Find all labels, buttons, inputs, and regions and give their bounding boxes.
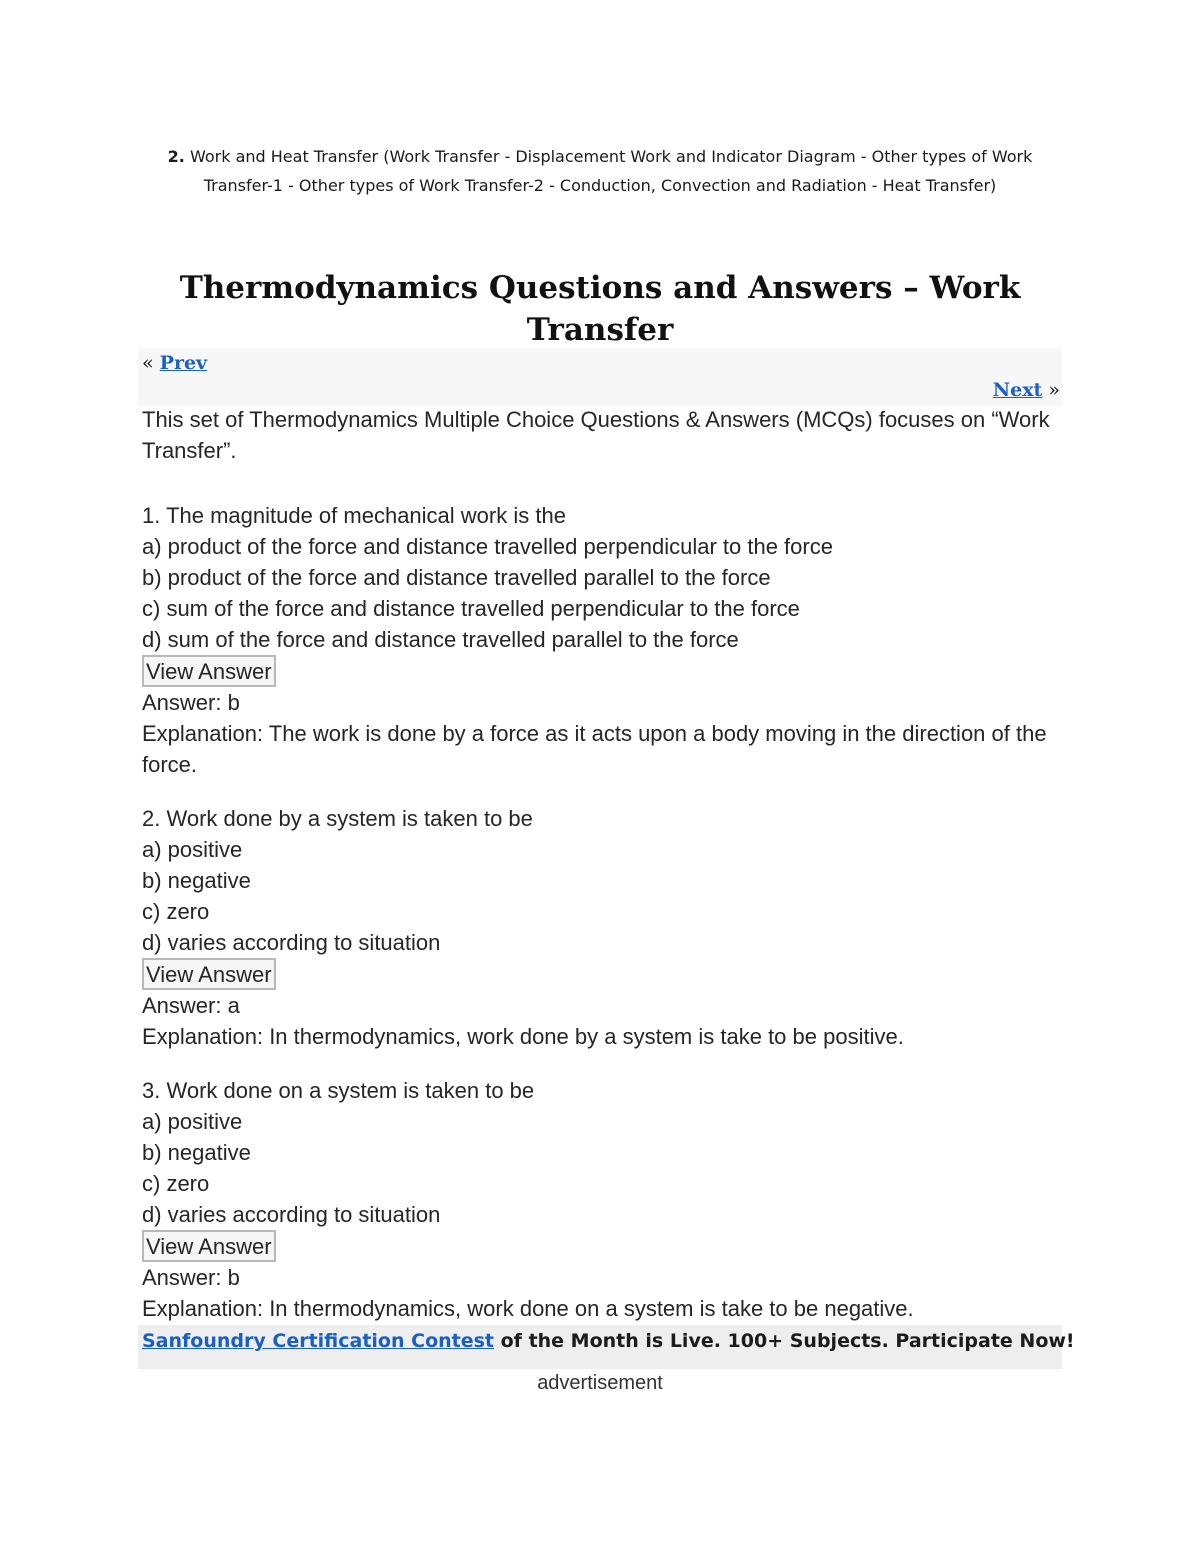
prev-link[interactable]: Prev [159,352,208,374]
option-a: a) positive [142,837,243,862]
promo-message: of the Month is Live. 100+ Subjects. Participate Now! [494,1330,1075,1352]
answer-text: Answer: a [142,993,240,1018]
promo-text [142,1326,1075,1356]
view-answer-button[interactable]: View Answer [142,1230,276,1262]
option-d: d) varies according to situation [142,930,441,955]
option-a: a) product of the force and distance travelled perpendicular to the force [142,534,833,559]
option-d: d) varies according to situation [142,1202,441,1227]
view-answer-button[interactable]: View Answer [142,655,276,687]
prev-nav [142,352,207,374]
next-arrow: » [1048,379,1060,401]
question-text: 2. Work done by a system is taken to be [142,806,533,831]
question-text: 1. The magnitude of mechanical work is the [142,503,566,528]
option-b: b) negative [142,868,251,893]
next-link[interactable]: Next [992,379,1043,401]
intro-paragraph: This set of Thermodynamics Multiple Choice Questions & Answers (MCQs) focuses on “Work Transfer”. [142,407,1050,463]
option-b: b) negative [142,1140,251,1165]
section-heading-text: Work and Heat Transfer (Work Transfer - Displacement Work and Indicator Diagram - Other types of Work Transfer-1 - Other types of Work Transfer-2 - Conduction, Convection and Radiation - Heat Transfer) [189,147,1033,195]
option-a: a) positive [142,1109,243,1134]
page-title: Thermodynamics Questions and Answers – Work Transfer [179,270,1021,348]
next-nav [993,379,1060,401]
option-c: c) zero [142,899,210,924]
section-number: 2. [167,147,185,166]
prev-arrow: « [142,352,154,374]
question-block-1 [142,500,1057,780]
certification-contest-link[interactable]: Sanfoundry Certification Contest [142,1330,495,1352]
section-heading [160,143,1040,200]
answer-text: Answer: b [142,690,240,715]
question-text: 3. Work done on a system is taken to be [142,1078,535,1103]
explanation-text: Explanation: The work is done by a force as it acts upon a body moving in the direction of the force. [142,721,1047,777]
prev-next-nav [138,348,1062,406]
option-d: d) sum of the force and distance travelled parallel to the force [142,627,739,652]
answer-text: Answer: b [142,1265,240,1290]
question-block-3 [142,1075,1057,1324]
question-block-2 [142,803,1057,1052]
explanation-text: Explanation: In thermodynamics, work done on a system is take to be negative. [142,1296,914,1321]
option-c: c) zero [142,1171,210,1196]
article-content [142,404,1057,1324]
option-c: c) sum of the force and distance travelled perpendicular to the force [142,596,800,621]
view-answer-button[interactable]: View Answer [142,958,276,990]
option-b: b) product of the force and distance travelled parallel to the force [142,565,771,590]
advertisement-label: advertisement [537,1372,663,1394]
explanation-text: Explanation: In thermodynamics, work done by a system is take to be positive. [142,1024,904,1049]
